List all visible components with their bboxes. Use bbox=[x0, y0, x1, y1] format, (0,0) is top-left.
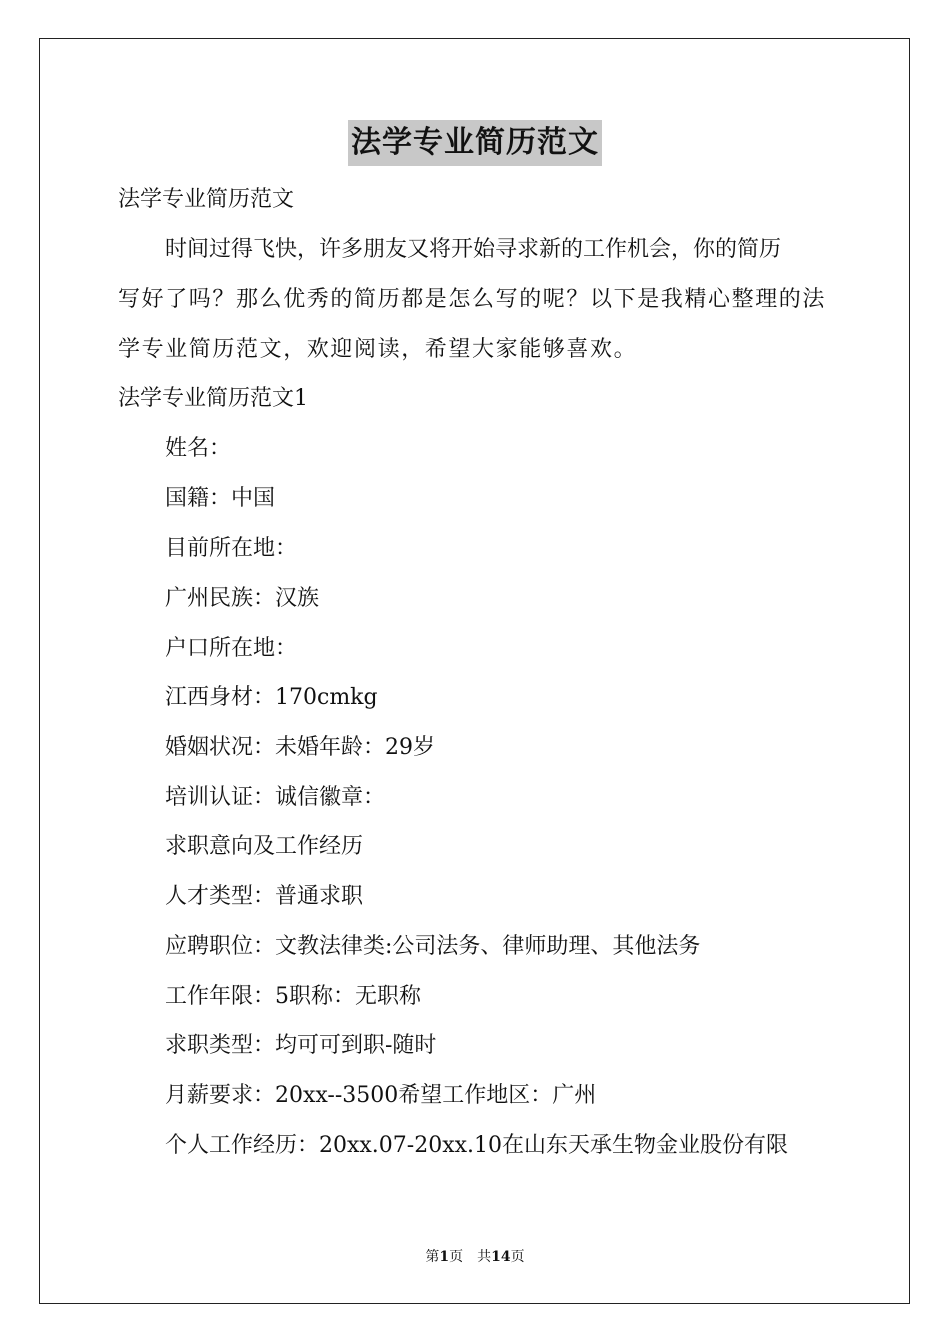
intro-line-1: 时间过得飞快，许多朋友又将开始寻求新的工作机会，你的简历 bbox=[165, 237, 782, 262]
document-title: 法学专业简历范文 bbox=[348, 120, 602, 166]
footer-mid: 页 共 bbox=[449, 1249, 492, 1265]
subtitle: 法学专业简历范文 bbox=[118, 187, 295, 212]
field-line: 人才类型：普通求职 bbox=[165, 884, 364, 909]
field-line: 户口所在地： bbox=[165, 636, 298, 661]
field-line: 国籍：中国 bbox=[165, 486, 276, 511]
intro-line-2: 写好了吗？那么优秀的简历都是怎么写的呢？以下是我精心整理的法 bbox=[118, 287, 827, 312]
field-line: 求职意向及工作经历 bbox=[165, 834, 364, 859]
field-line: 培训认证：诚信徽章： bbox=[165, 785, 386, 810]
field-line: 月薪要求：20xx--3500希望工作地区：广州 bbox=[165, 1083, 597, 1108]
field-line: 求职类型：均可可到职-随时 bbox=[165, 1033, 437, 1058]
section-heading: 法学专业简历范文1 bbox=[118, 386, 308, 411]
footer-total-pages: 14 bbox=[491, 1249, 511, 1265]
field-line: 江西身材：170cmkg bbox=[165, 685, 378, 710]
field-line: 广州民族：汉族 bbox=[165, 586, 320, 611]
footer-page-number: 1 bbox=[439, 1249, 450, 1265]
footer-prefix: 第 bbox=[425, 1249, 440, 1265]
field-line: 婚姻状况：未婚年龄：29岁 bbox=[165, 735, 435, 760]
field-line: 目前所在地： bbox=[165, 536, 298, 561]
footer-suffix: 页 bbox=[510, 1249, 525, 1265]
field-line: 工作年限：5职称：无职称 bbox=[165, 984, 421, 1009]
page-footer bbox=[0, 1246, 950, 1266]
field-line: 姓名： bbox=[165, 436, 232, 461]
field-line: 应聘职位：文教法律类:公司法务、律师助理、其他法务 bbox=[165, 934, 701, 959]
intro-line-3: 学专业简历范文，欢迎阅读，希望大家能够喜欢。 bbox=[118, 337, 638, 362]
title-wrap bbox=[0, 120, 950, 166]
page-border bbox=[39, 38, 910, 1304]
field-line: 个人工作经历：20xx.07-20xx.10在山东天承生物金业股份有限 bbox=[165, 1133, 789, 1158]
